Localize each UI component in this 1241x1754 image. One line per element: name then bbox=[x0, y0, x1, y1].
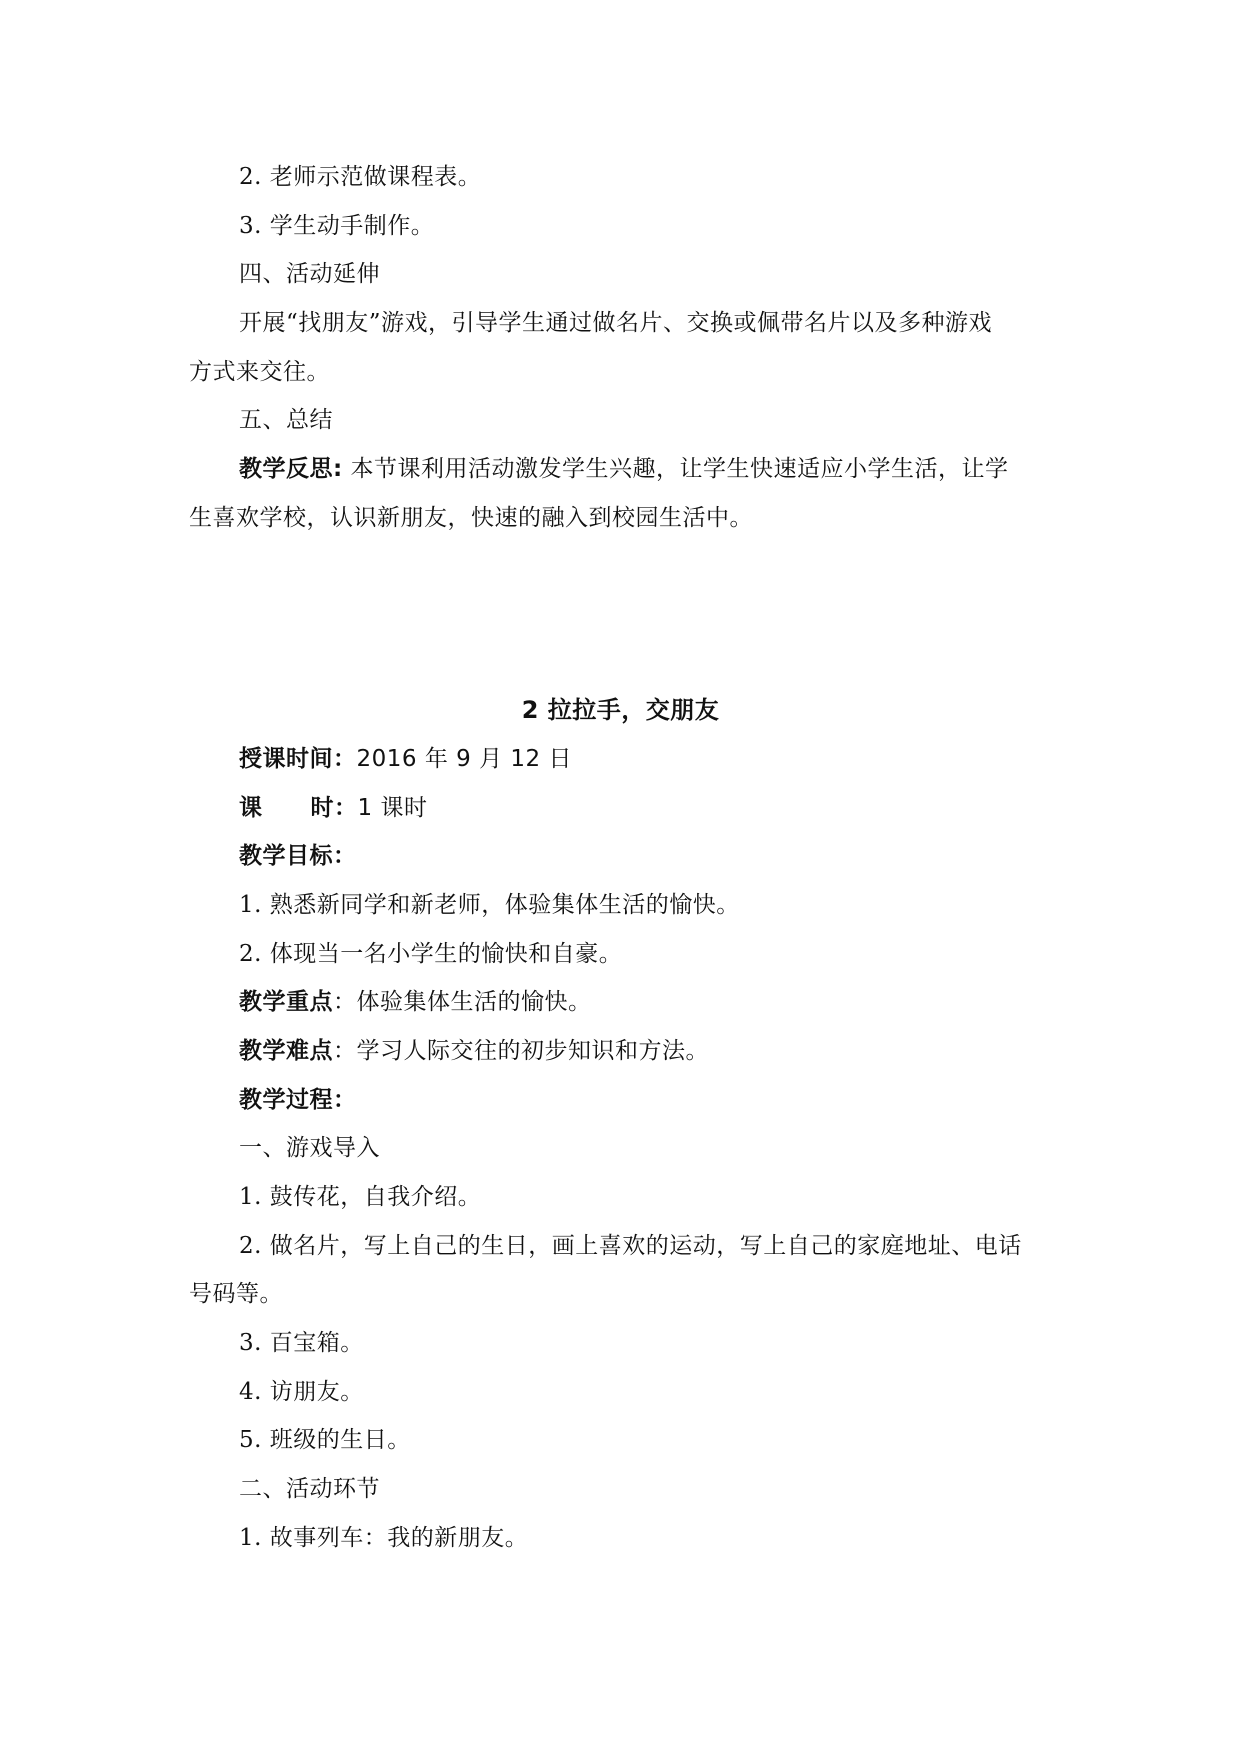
process-heading: 教学过程： bbox=[239, 1087, 357, 1113]
lesson-title: 2 拉拉手，交朋友 bbox=[521, 696, 720, 724]
class-period-value: 1 课时 bbox=[357, 795, 428, 821]
reflection-line-2: 生喜欢学校，认识新朋友，快速的融入到校园生活中。 bbox=[189, 505, 753, 531]
goal-1: 1. 熟悉新同学和新老师，体验集体生活的愉快。 bbox=[239, 892, 740, 918]
class-time-line bbox=[239, 744, 572, 774]
goal-2: 2. 体现当一名小学生的愉快和自豪。 bbox=[239, 941, 623, 967]
class-period-label-a: 课 bbox=[239, 795, 263, 821]
item-3: 3. 百宝箱。 bbox=[239, 1330, 364, 1356]
class-period-line bbox=[239, 793, 427, 823]
reflection-text-1: 本节课利用活动激发学生兴趣，让学生快速适应小学生活，让学 bbox=[342, 456, 1009, 482]
class-time-label: 授课时间： bbox=[239, 746, 357, 772]
part-2-heading: 二、活动环节 bbox=[239, 1476, 380, 1502]
key-point-value: ：体验集体生活的愉快。 bbox=[333, 989, 592, 1015]
difficulty-line bbox=[239, 1036, 709, 1066]
difficulty-label: 教学难点 bbox=[239, 1038, 333, 1064]
class-period-label-b: 时： bbox=[310, 795, 358, 821]
item-2-line-1: 2. 做名片，写上自己的生日，画上喜欢的运动，写上自己的家庭地址、电话 bbox=[239, 1233, 1022, 1259]
difficulty-value: ：学习人际交往的初步知识和方法。 bbox=[333, 1038, 709, 1064]
activity-1: 1. 故事列车：我的新朋友。 bbox=[239, 1525, 529, 1551]
part-1-heading: 一、游戏导入 bbox=[239, 1135, 380, 1161]
item-4: 4. 访朋友。 bbox=[239, 1379, 364, 1405]
step-3-text: 3. 学生动手制作。 bbox=[239, 213, 435, 239]
section-4-body-line-2: 方式来交往。 bbox=[189, 359, 330, 385]
step-2-text: 2. 老师示范做课程表。 bbox=[239, 164, 482, 190]
key-point-line bbox=[239, 987, 592, 1017]
section-5-heading: 五、总结 bbox=[239, 407, 333, 433]
item-2-line-2: 号码等。 bbox=[189, 1281, 283, 1307]
reflection-line-1 bbox=[239, 454, 1009, 484]
key-point-label: 教学重点 bbox=[239, 989, 333, 1015]
reflection-label: 教学反思: bbox=[239, 456, 343, 482]
section-4-heading: 四、活动延伸 bbox=[239, 261, 380, 287]
section-4-body-line-1: 开展“找朋友”游戏，引导学生通过做名片、交换或佩带名片以及多种游戏 bbox=[239, 310, 993, 336]
goals-heading: 教学目标： bbox=[239, 843, 357, 869]
item-5: 5. 班级的生日。 bbox=[239, 1427, 411, 1453]
item-1: 1. 鼓传花，自我介绍。 bbox=[239, 1184, 482, 1210]
class-time-value: 2016 年 9 月 12 日 bbox=[356, 746, 572, 772]
